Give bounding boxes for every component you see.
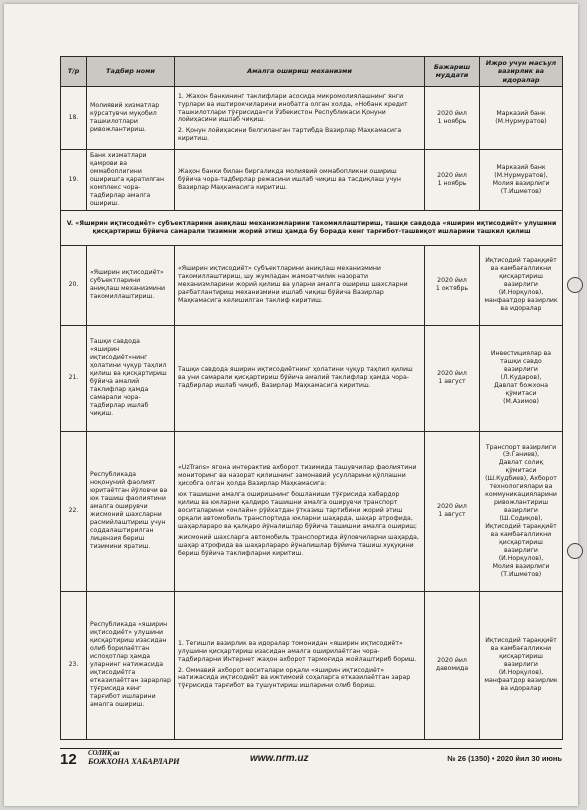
row-number: 19.	[61, 149, 87, 210]
responsible-line: (Ш.Кудбиев), Ахборот технологиялари ва коммуникацияларини ривожлантириш вазирлиги (Ш.Содиқов),	[485, 475, 557, 522]
table-row	[61, 245, 563, 325]
row-mechanism	[175, 149, 425, 210]
deadline-day: 1 ноябрь	[437, 117, 467, 125]
responsible-line: (Т.Ишметов)	[500, 570, 542, 578]
row-mechanism	[175, 325, 425, 431]
deadline-year: 2020 йил	[437, 370, 467, 378]
responsible-line: (М.Азимов)	[503, 397, 539, 405]
page-footer	[60, 748, 562, 769]
mechanism-item: юк ташишни амалга оширишнинг бошланиши тўғрисида хабардор қилиш ва юкларни қалдиро ташишни амалга оширувчи транспорт воситаларини «онлайн» рўйхатдан ўтказиш тартибини жорий этиш орқали автомобиль транспортида юкларни шаҳарда, шаҳар атрофида, шаҳарлараро ва қалқаро йўналишлар бўйича ташишни амалга ошириш;	[178, 491, 417, 530]
header-responsible: Ижро учун масъул вазирлик ва идоралар	[480, 57, 563, 87]
binder-hole-icon	[567, 543, 583, 559]
deadline-year: 2020 йил	[437, 171, 467, 179]
row-mechanism	[175, 591, 425, 739]
table-row	[61, 325, 563, 431]
deadline-day: 1 октябрь	[435, 285, 469, 292]
mechanism-item: Жаҳон банки билан биргаликда молиявий оммабопликни ошириш бўйича чора-тадбирлар режасини ишлаб чиқиш ва тасдиқлаш учун Вазирлар Маҳкамасига киритиш.	[178, 167, 401, 191]
newspaper-page	[4, 4, 578, 806]
responsible-line: Молия вазирлиги	[492, 562, 550, 570]
responsible-line: Иқтисодий тараққиёт ва камбағалликни қисқартириш вазирлиги	[485, 522, 557, 554]
row-measure: Республикада «яширин иқтисодиёт» улушини қисқартириш изасидан олиб борилаётган ислоҳотлар ҳамда уларнинг натижасида иқтисодиётга етказилаётган зарарлар тўғрисида кенг тарғибот ишларини амалга ошириш.	[87, 591, 175, 739]
deadline-day: 1 август	[438, 378, 466, 385]
row-responsible	[480, 245, 563, 325]
deadline-year: 2020 йил	[437, 503, 467, 511]
row-measure: Банк хизматлари қамрови ва оммабоплигини оширишга қаратилган комплекс чора-тадбирлар амалга ошириш.	[87, 149, 175, 210]
row-measure: «Яширин иқтисодиёт» субъектларини аниқлаш механизмини такомиллаштириш.	[87, 245, 175, 325]
row-responsible	[480, 149, 563, 210]
mechanism-item: «Яширин иқтисодиёт» субъектларини аниқлаш механизмини такомиллаштириш, шу жумладан жамоатчилик назорати механизмларини жорий қилиш ва уларни амалга ошириш шахсларни рағбатлантириш механизмини ишлаб чиқиш бўйича Вазирлар Маҳкамасига келишилган таклиф киритиш.	[178, 265, 408, 304]
deadline-year: 2020 йил	[437, 657, 467, 665]
responsible-line: Транспорт вазирлиги (Э.Ганиев),	[485, 443, 557, 459]
responsible-line: Иқтисодий тараққиёт ва камбағалликни қисқартириш вазирлиги	[485, 257, 557, 289]
mechanism-item: Ташқи савдода яширин иқтисодиётнинг ҳолатини чуқур таҳлил қилиш ва уни самарали қисқартириш бўйича амалий таклифлар ҳамда чора-тадбирлар ишлаб чиқиб, Вазирлар Маҳкамасига киритиш.	[178, 366, 413, 389]
responsible-line: манфаатдор вазирлик ва идоралар	[484, 296, 558, 312]
responsible-line: (М.Нурмуратов),	[494, 171, 548, 179]
row-mechanism	[175, 245, 425, 325]
row-deadline	[425, 86, 480, 149]
newspaper-logo	[88, 750, 179, 766]
row-number: 23.	[61, 591, 87, 739]
row-responsible	[480, 431, 563, 591]
row-responsible	[480, 86, 563, 149]
row-measure: Ташқи савдода «яширин иқтисодиёт»нинг ҳолатини чуқур таҳлил қилиш ва қисқартириш бўйича амалий таклифлар ҳамда самарали чора-тадбирлар ишлаб чиқиш.	[87, 325, 175, 431]
header-mechanism: Амалга ошириш механизми	[175, 57, 425, 87]
row-mechanism	[175, 431, 425, 591]
responsible-line: (Л.Кударов),	[500, 374, 542, 382]
row-deadline	[425, 245, 480, 325]
row-deadline	[425, 325, 480, 431]
responsible-line: (И.Норқулов),	[498, 668, 544, 676]
deadline-day: 1 ноябрь	[437, 179, 467, 187]
row-deadline	[425, 591, 480, 739]
row-responsible	[480, 325, 563, 431]
row-number: 18.	[61, 86, 87, 149]
mechanism-item: жисмоний шахсларга автомобиль транспортида йўловчиларни шаҳарда, шаҳар атрофида ва шаҳарлараро йўналишлар бўйича ташиш хуқуқини бериш бўйича таклифларни киритиш.	[178, 533, 419, 557]
responsible-line: (Т.Ишметов)	[500, 187, 542, 195]
responsible-line: Марказий банк	[496, 110, 546, 117]
row-number: 21.	[61, 325, 87, 431]
deadline-year: 2020 йил	[437, 110, 467, 117]
row-measure: Республикада ноқонуний фаолият юритаётган йўловчи ва юк ташиш фаолиятини амалга оширувчи жисмоний шахсларни расмийлаштириш учун соддалаштирилган лицензия бериш тизимини яратиш.	[87, 431, 175, 591]
row-number: 20.	[61, 245, 87, 325]
row-deadline	[425, 149, 480, 210]
row-number: 22.	[61, 431, 87, 591]
mechanism-item: 2. Оммавий ахборот воситалари орқали «яширин иқтисодиёт» натижасида иқтисодиёт ва ижтимоий соҳаларга етказилаётган зарар тўғрисида тарғибот ва тушунтириш ишларини олиб бориш.	[178, 666, 411, 690]
table-row	[61, 86, 563, 149]
table-row	[61, 149, 563, 210]
responsible-line: Давлат божхона қўмитаси	[493, 381, 549, 397]
mechanism-item: «UzTrans» ягона интерактив ахборот тизимида ташувчилар фаолиятини мониторинг ва назорат қилишнинг замонавий усулларини қўллашни ҳисобга олган ҳолда Вазирлар Маҳкамасига:	[178, 464, 417, 488]
binder-hole-icon	[567, 277, 583, 293]
responsible-line: Иқтисодий тараққиёт ва камбағалликни қисқартириш вазирлиги	[485, 637, 557, 669]
deadline-day: 1 август	[438, 511, 466, 518]
responsible-line: Давлат солиқ қўмитаси	[498, 459, 544, 475]
table-row	[61, 591, 563, 739]
deadline-year: 2020 йил	[437, 277, 467, 285]
page-number: 12	[60, 751, 77, 768]
row-measure: Молиявий хизматлар кўрсатувчи муқобил ташкилотлари ривожлантириш.	[87, 86, 175, 149]
table-row	[61, 431, 563, 591]
table-header-row	[61, 57, 563, 87]
header-deadline: Бажариш муддати	[425, 57, 480, 87]
responsible-line: (М.Нурмуратов)	[495, 117, 547, 125]
responsible-line: (И.Норқулов),	[498, 554, 544, 562]
row-responsible	[480, 591, 563, 739]
header-num: Т/р	[61, 57, 87, 87]
header-measure: Тадбир номи	[87, 57, 175, 87]
row-mechanism	[175, 86, 425, 149]
website-url[interactable]: www.nrm.uz	[250, 753, 309, 764]
row-deadline	[425, 431, 480, 591]
issue-info: № 26 (1350) • 2020 йил 30 июнь	[447, 754, 562, 763]
mechanism-item: 1. Тегишли вазирлик ва идоралар томонидан «яширин иқтисодиёт» улушини қисқартириш изасидан амалга оширилаётган чора-тадбирларни Интернет жаҳон ахборот тармоғида жойлаштириб бориш.	[178, 639, 417, 663]
action-plan-table	[60, 56, 563, 740]
responsible-line: (И.Норқулов),	[498, 288, 544, 296]
section-title: V. «Яширин иқтисодиёт» субъектларини аниқлаш механизмларини такомиллаштириш, ташқи савдода «яширин иқтисодиёт» улушини қисқартириш бўйича самарали тизимни жорий этиш ҳамда бу борада кенг тарғибот-ташвиқот ишларини ташкил қилиш	[61, 210, 563, 245]
responsible-line: манфаатдор вазирлик ва идоралар	[484, 676, 558, 692]
responsible-line: Марказий банк	[496, 163, 546, 171]
mechanism-item: 2. Қонун лойиҳасини белгиланган тартибда Вазирлар Маҳкамасига киритиш.	[178, 127, 402, 143]
logo-line: БОЖХОНА ХАБАРЛАРИ	[88, 756, 180, 767]
deadline-day: давомида	[435, 665, 469, 672]
responsible-line: Инвестициялар ва ташқи савдо вазирлиги	[490, 350, 552, 374]
mechanism-item: 1. Жахон банкининг таклифлари асосида микромолиялашнинг янги турлари ва иштирокчиларини инобатга олган холда, «Нобанк кредит ташкилотлари тўғрисида»ги Ўзбекистон Республикаси Қонуни лойиҳасини ишлаб чиқиш.	[178, 92, 408, 124]
logo-line: СОЛИҚ ва	[88, 749, 120, 757]
section-header-row	[61, 210, 563, 245]
responsible-line: Молия вазирлиги	[492, 179, 550, 187]
